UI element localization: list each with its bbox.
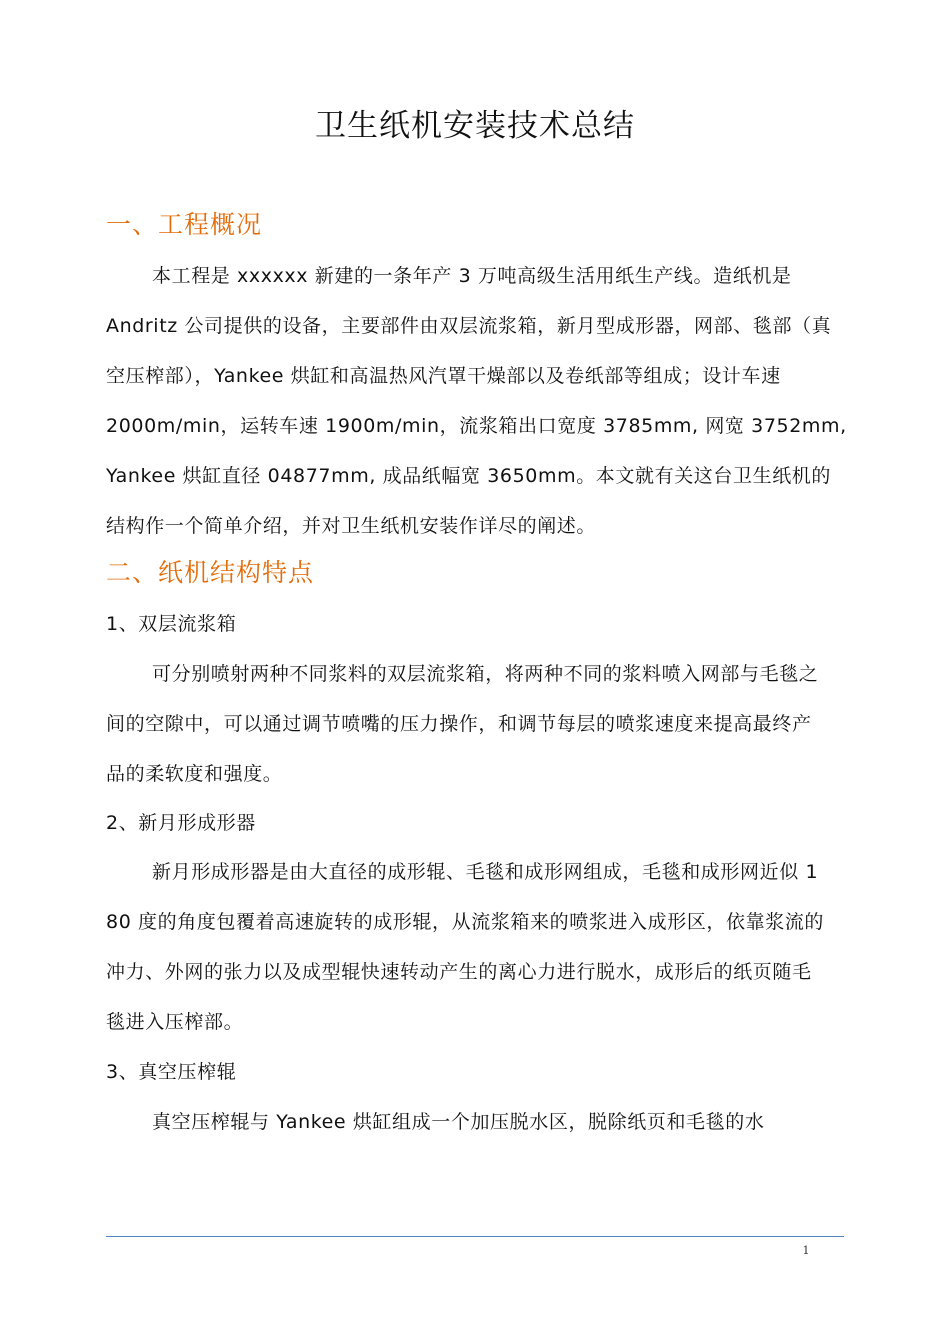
paragraph-line: 真空压榨辊与 Yankee 烘缸组成一个加压脱水区，脱除纸页和毛毯的水: [152, 1111, 765, 1133]
crescent-former-paragraph: [106, 847, 846, 1047]
paragraph-line: 本工程是 xxxxxx 新建的一条年产 3 万吨高级生活用纸生产线。造纸机是: [152, 265, 792, 287]
footer-divider: [106, 1236, 844, 1237]
overview-paragraph: [106, 251, 846, 551]
section-heading-overview: 一、工程概况: [106, 210, 263, 239]
paragraph-line: 冲力、外网的张力以及成型辊快速转动产生的离心力进行脱水，成形后的纸页随毛: [106, 961, 812, 983]
subsection-heading-crescent-former: 2、新月形成形器: [106, 812, 256, 834]
paragraph-line: 间的空隙中，可以通过调节喷嘴的压力操作，和调节每层的喷浆速度来提高最终产: [106, 713, 812, 735]
headbox-paragraph: [106, 649, 846, 799]
paragraph-line: 新月形成形器是由大直径的成形辊、毛毯和成形网组成，毛毯和成形网近似 1: [152, 861, 819, 883]
paragraph-line: Yankee 烘缸直径 04877mm, 成品纸幅宽 3650mm。本文就有关这台卫生纸机的: [106, 465, 832, 487]
paragraph-line: 80 度的角度包覆着高速旋转的成形辊，从流浆箱来的喷浆进入成形区，依靠浆流的: [106, 911, 825, 933]
document-title: 卫生纸机安装技术总结: [315, 108, 635, 144]
subsection-heading-vacuum-press: 3、真空压榨辊: [106, 1061, 237, 1083]
paragraph-line: 可分别喷射两种不同浆料的双层流浆箱，将两种不同的浆料喷入网部与毛毯之: [152, 663, 819, 685]
paragraph-line: 结构作一个简单介绍，并对卫生纸机安装作详尽的阐述。: [106, 515, 597, 537]
paragraph-line: 2000m/min，运转车速 1900m/min，流浆箱出口宽度 3785mm, 网宽 3752mm,: [106, 415, 847, 437]
vacuum-press-paragraph: [106, 1097, 846, 1147]
subsection-heading-headbox: 1、双层流浆箱: [106, 613, 237, 635]
paragraph-line: 毯进入压榨部。: [106, 1011, 244, 1033]
paragraph-line: Andritz 公司提供的设备，主要部件由双层流浆箱，新月型成形器，网部、毯部（真: [106, 315, 832, 337]
page-number: 1: [802, 1244, 810, 1257]
paragraph-line: 品的柔软度和强度。: [106, 763, 283, 785]
section-heading-structure: 二、纸机结构特点: [106, 558, 315, 587]
paragraph-line: 空压榨部），Yankee 烘缸和高温热风汽罩干燥部以及卷纸部等组成；设计车速: [106, 365, 781, 387]
